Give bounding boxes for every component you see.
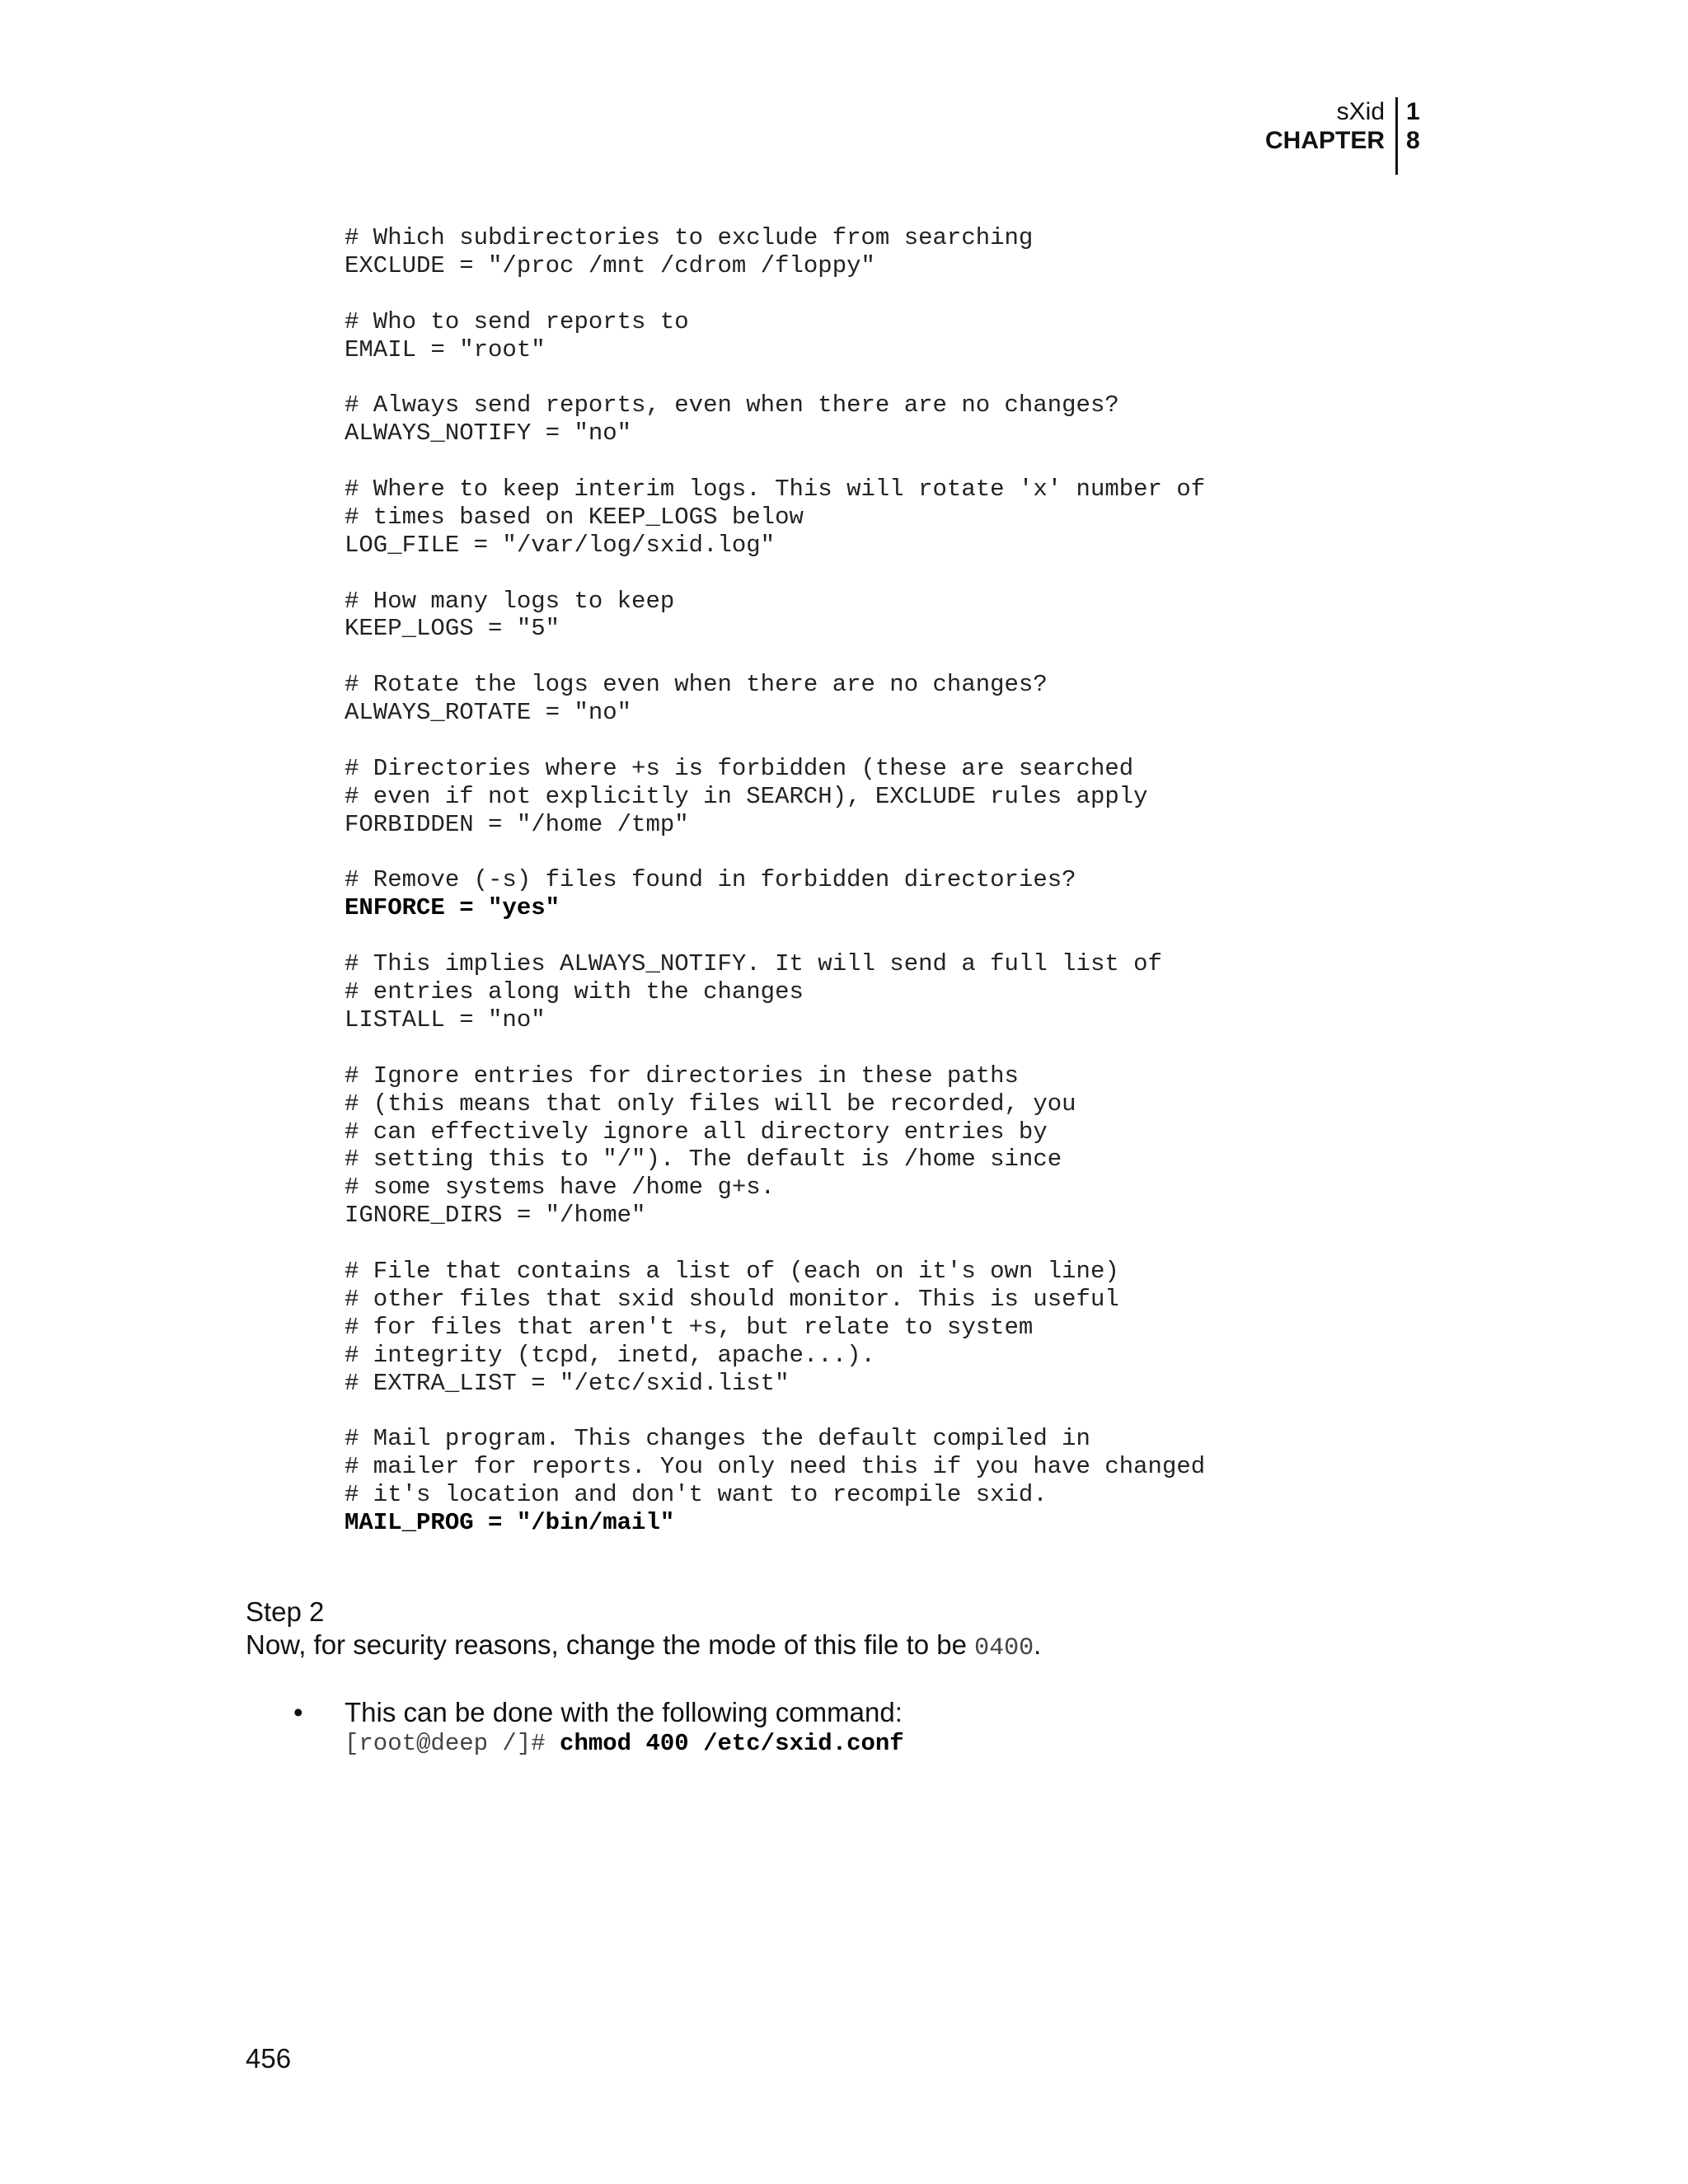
code-line: MAIL_PROG = "/bin/mail" [345, 1508, 675, 1536]
code-line: KEEP_LOGS = "5" [345, 615, 560, 643]
step-instruction [246, 1629, 1041, 1665]
page-number: 456 [246, 2043, 292, 2074]
code-line: # Ignore entries for directories in these paths [345, 1062, 1019, 1090]
code-line: # times based on KEEP_LOGS below [345, 503, 804, 531]
code-line: EMAIL = "root" [345, 335, 546, 363]
code-line: # some systems have /home g+s. [345, 1174, 776, 1202]
step-text-before: Now, for security reasons, change the mode of this file to be [246, 1629, 975, 1660]
code-line: EXCLUDE = "/proc /mnt /cdrom /floppy" [345, 251, 875, 279]
code-line: # Where to keep interim logs. This will rotate 'x' number of [345, 476, 1206, 504]
chapter-header-divider [1395, 97, 1398, 175]
code-line: # entries along with the changes [345, 978, 804, 1006]
code-line: # even if not explicitly in SEARCH), EXCLUDE rules apply [345, 782, 1148, 810]
step-text-after: . [1034, 1629, 1042, 1660]
code-line: # Remove (-s) files found in forbidden directories? [345, 866, 1076, 894]
command-line [345, 1729, 904, 1759]
code-blank-line [345, 1230, 1205, 1258]
chapter-header [1236, 97, 1434, 175]
config-code-listing [345, 224, 1205, 1537]
code-line: # Who to send reports to [345, 307, 689, 335]
code-line: # setting this to "/"). The default is /home since [345, 1146, 1062, 1174]
code-line: # Rotate the logs even when there are no changes? [345, 671, 1048, 699]
code-blank-line [345, 727, 1205, 755]
code-line: # This implies ALWAYS_NOTIFY. It will send a full list of [345, 950, 1162, 978]
code-line: # integrity (tcpd, inetd, apache...). [345, 1341, 875, 1369]
code-line: # mailer for reports. You only need this if you have changed [345, 1453, 1206, 1481]
code-blank-line [345, 839, 1205, 867]
code-blank-line [345, 1397, 1205, 1425]
code-line: ALWAYS_ROTATE = "no" [345, 699, 632, 727]
code-line: # (this means that only files will be recorded, you [345, 1090, 1076, 1118]
code-blank-line [345, 560, 1205, 588]
code-blank-line [345, 363, 1205, 391]
shell-prompt: [root@deep /]# [345, 1730, 560, 1757]
chapter-label: CHAPTER [1264, 127, 1385, 154]
code-blank-line [345, 280, 1205, 308]
chapter-number-top: 1 [1406, 98, 1420, 125]
code-line: # Directories where +s is forbidden (these are searched [345, 754, 1134, 782]
code-line: # Which subdirectories to exclude from searching [345, 224, 1034, 251]
chapter-header-left [1265, 97, 1385, 155]
code-line: ENFORCE = "yes" [345, 894, 560, 922]
chapter-number [1406, 97, 1420, 155]
shell-command: chmod 400 /etc/sxid.conf [560, 1730, 904, 1757]
code-line: # other files that sxid should monitor. This is useful [345, 1285, 1119, 1313]
code-line: # it's location and don't want to recompile sxid. [345, 1481, 1048, 1509]
step-heading: Step 2 [246, 1596, 325, 1627]
code-blank-line [345, 643, 1205, 671]
code-line: # How many logs to keep [345, 587, 675, 615]
code-line: ALWAYS_NOTIFY = "no" [345, 419, 632, 448]
code-line: LOG_FILE = "/var/log/sxid.log" [345, 531, 776, 559]
code-line: IGNORE_DIRS = "/home" [345, 1202, 646, 1230]
code-line: # EXTRA_LIST = "/etc/sxid.list" [345, 1369, 790, 1397]
code-blank-line [345, 922, 1205, 950]
bullet-text: This can be done with the following command: [345, 1697, 903, 1727]
chapter-title: sXid [1336, 98, 1385, 125]
code-blank-line [345, 1034, 1205, 1062]
code-line: # can effectively ignore all directory entries by [345, 1118, 1048, 1146]
chapter-number-bottom: 8 [1406, 127, 1420, 154]
code-line: # Mail program. This changes the default compiled in [345, 1425, 1090, 1453]
code-blank-line [345, 448, 1205, 476]
bullet-icon: • [293, 1697, 303, 1727]
code-line: # File that contains a list of (each on it's own line) [345, 1257, 1119, 1285]
code-line: # for files that aren't +s, but relate to system [345, 1313, 1034, 1341]
file-mode-value: 0400 [974, 1634, 1034, 1662]
code-line: LISTALL = "no" [345, 1005, 546, 1033]
code-line: FORBIDDEN = "/home /tmp" [345, 810, 689, 838]
code-line: # Always send reports, even when there are no changes? [345, 391, 1119, 419]
